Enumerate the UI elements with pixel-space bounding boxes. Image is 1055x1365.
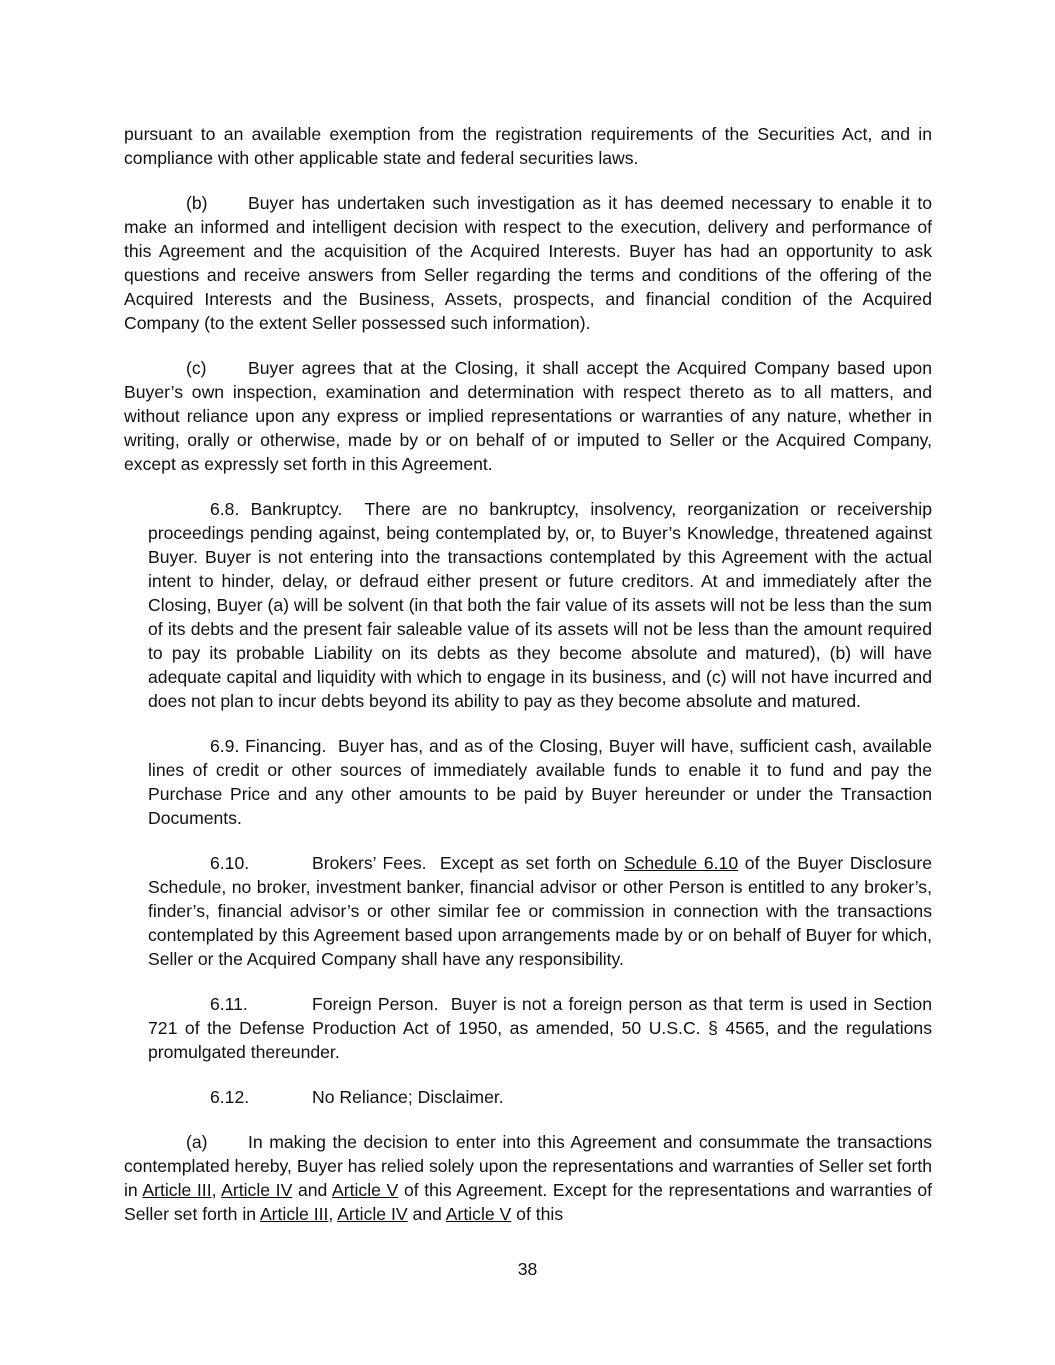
- section-6-10-text-pre: Except as set forth on: [439, 853, 618, 873]
- section-6-10-text-post: of the Buyer Disclosure Schedule, no broker, investment banker, financial advisor or other Person is entitled to any broker’s, finder’s, financial advisor’s or other similar fee or commission in connection with the transactions contemplated by this Agreement based upon arrangements made by or on behalf of Buyer for which, Seller or the Acquired Company shall have any responsibility.: [148, 853, 933, 969]
- intro-paragraph: pursuant to an available exemption from the registration requirements of the Securities Act, and in compliance with other applicable state and federal securities laws.: [124, 124, 932, 168]
- reliance-a-label: (a): [186, 1132, 208, 1152]
- section-6-11-text: Buyer is not a foreign person as that term is used in Section 721 of the Defense Production Act of 1950, as amended, 50 U.S.C. § 4565, and the regulations promulgated thereunder.: [148, 994, 932, 1062]
- paragraph-b-text: Buyer has undertaken such investigation as it has deemed necessary to enable it to make an informed and intelligent decision with respect to the execution, delivery and performance of this Agreement and the acquisition of the Acquired Interests. Buyer has had an opportunity to ask questions and receive answers from Seller regarding the terms and conditions of the offering of the Acquired Interests and the Business, Assets, prospects, and financial condition of the Acquired Company (to the extent Seller possessed such information).: [124, 193, 932, 333]
- article-iv-ref-2: Article IV: [337, 1204, 408, 1224]
- section-6-9-text: Buyer has, and as of the Closing, Buyer will have, sufficient cash, available lines of credit or other sources of immediately available funds to enable it to fund and pay the Purchase Price and any other amounts to be paid by Buyer hereunder or under the Transaction Documents.: [148, 736, 932, 828]
- reliance-paragraph-a: (a) In making the decision to enter into this Agreement and consummate the transactions contemplated hereby, Buyer has relied solely upon the representations and warranties of Seller set forth in Article III, Article IV and Article V of this Agreement. Except for the representations and warranties of Seller set forth in Article III, Article IV and Article V of this: [124, 1132, 933, 1224]
- paragraph-b-label: (b): [186, 193, 208, 213]
- schedule-6-10-link: Schedule 6.10: [623, 853, 739, 873]
- reliance-a-text-1: In making the decision to enter into this Agreement and consummate the transactions contemplated hereby, Buyer has relied solely upon the representations and warranties of Seller set forth in: [124, 1132, 932, 1200]
- section-6-12: [148, 1085, 932, 1109]
- article-iii-ref: Article III: [142, 1180, 212, 1200]
- reliance-and: and: [297, 1180, 328, 1200]
- section-6-8-text: There are no bankruptcy, insolvency, reorganization or receivership proceedings pending against, being contemplated by, or, to Buyer’s Knowledge, threatened against Buyer. Buyer is not entering into the transactions contemplated by this Agreement with the actual intent to hinder, delay, or defraud either present or future creditors. At and immediately after the Closing, Buyer (a) will be solvent (in that both the fair value of its assets will not be less than the sum of its debts and the present fair saleable value of its assets will not be less than the amount required to pay its probable Liability on its debts as they become absolute and matured), (b) will have adequate capital and liquidity with which to engage in its business, and (c) will not have incurred and does not plan to incur debts beyond its ability to pay as they become absolute and matured.: [148, 499, 932, 711]
- section-6-10-heading: Brokers’ Fees.: [312, 853, 427, 873]
- section-6-10-number: 6.10.: [210, 853, 250, 873]
- article-iii-ref-2: Article III: [259, 1204, 329, 1224]
- section-6-9-heading: 6.9. Financing.: [210, 736, 327, 756]
- paragraph-c-label: (c): [186, 358, 207, 378]
- section-6-12-heading: No Reliance; Disclaimer.: [312, 1087, 504, 1107]
- section-6-9: [148, 734, 932, 830]
- section-6-10: [148, 851, 932, 971]
- article-v-ref: Article V: [332, 1180, 399, 1200]
- document-page: [124, 122, 932, 1247]
- reliance-a-text-3: of this: [516, 1204, 564, 1224]
- paragraph-b: [124, 191, 932, 335]
- paragraph-c: [124, 356, 932, 476]
- page-number: 38: [517, 1259, 538, 1279]
- reliance-and-2: and: [412, 1204, 442, 1224]
- section-6-12-number: 6.12.: [210, 1087, 250, 1107]
- section-6-11-heading: Foreign Person.: [312, 994, 439, 1014]
- paragraph-c-text: Buyer agrees that at the Closing, it shall accept the Acquired Company based upon Buyer’s own inspection, examination and determination with respect thereto as to all matters, and without reliance upon any express or implied representations or warranties of any nature, whether in writing, orally or otherwise, made by or on behalf of or imputed to Seller or the Acquired Company, except as expressly set forth in this Agreement.: [124, 358, 932, 474]
- article-v-ref-2: Article V: [445, 1204, 512, 1224]
- reliance-a-text-2: of this Agreement. Except for the representations and warranties of Seller set forth in: [124, 1180, 933, 1224]
- section-6-11-number: 6.11.: [210, 994, 248, 1014]
- section-6-8: [148, 497, 932, 713]
- section-6-11: [148, 992, 932, 1064]
- article-iv-ref: Article IV: [221, 1180, 293, 1200]
- section-6-8-heading: 6.8. Bankruptcy.: [210, 499, 343, 519]
